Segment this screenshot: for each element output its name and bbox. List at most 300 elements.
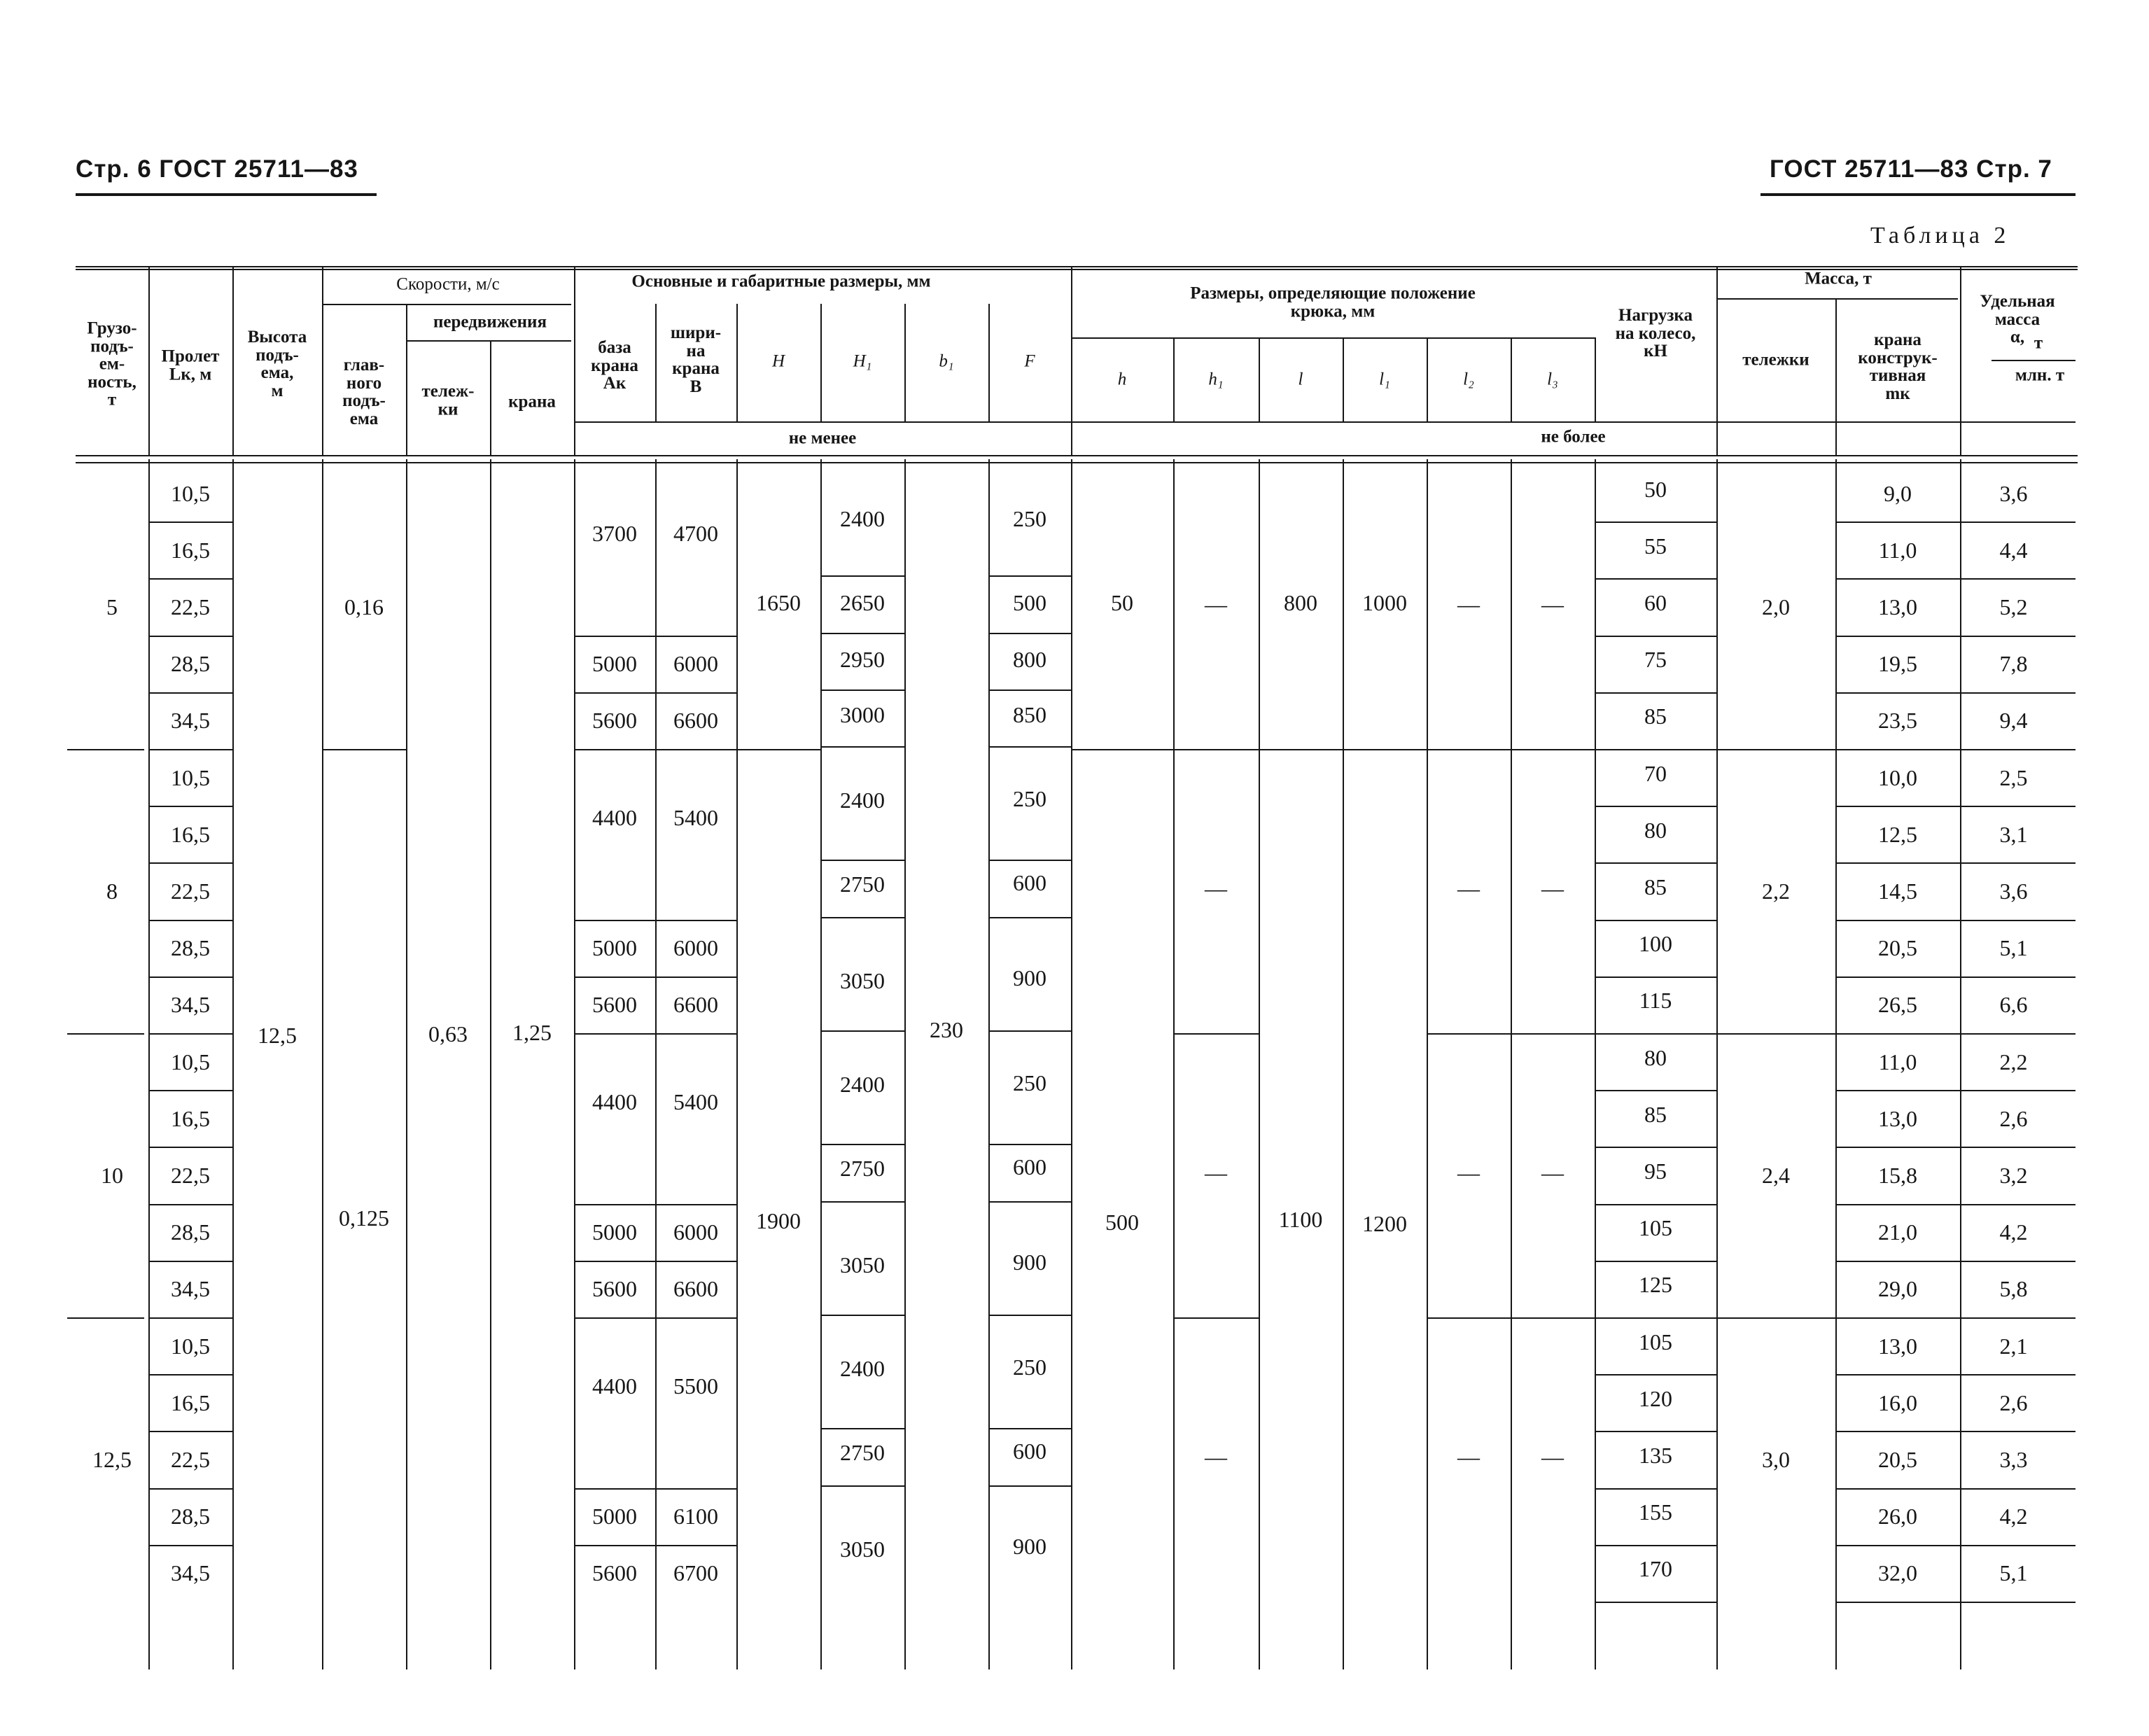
base-value: 5600 (592, 708, 637, 734)
H-value: 1900 (756, 1208, 801, 1234)
mass-row-rule (1835, 1147, 2076, 1148)
body-col-rule (1427, 459, 1428, 1670)
l2-dash: — (1457, 592, 1480, 617)
wheel-load-value: 105 (1639, 1215, 1672, 1241)
H1-row-rule (820, 917, 904, 918)
H1-value: 2950 (840, 647, 885, 673)
span-value: 28,5 (171, 1504, 210, 1530)
base-value: 5600 (592, 1276, 637, 1302)
specific-mass-value: 6,6 (1999, 992, 2028, 1018)
specific-mass-value: 3,6 (1999, 878, 2028, 904)
base-width-row-rule (574, 749, 736, 750)
wheel-row-rule (1595, 692, 1716, 694)
span-row-rule (148, 1147, 232, 1148)
h1-group-rule (1173, 749, 1259, 750)
H1-value: 3050 (840, 1536, 885, 1562)
hook-rule (1071, 337, 1595, 339)
wheel-load-value: 100 (1639, 931, 1672, 957)
mass-row-rule (1835, 692, 2076, 694)
table-top-rule-2 (76, 269, 2078, 270)
h1-dash: — (1205, 1444, 1227, 1469)
header-bottom-rule-2 (76, 462, 2078, 463)
l3-dash: — (1541, 1160, 1564, 1185)
header-l: l (1298, 370, 1303, 389)
wheel-row-rule (1595, 1261, 1716, 1262)
header-col-rule (1960, 266, 1961, 455)
header-col-rule (574, 266, 575, 455)
width-value: 6000 (673, 651, 718, 677)
header-specific-num: т (2033, 333, 2043, 353)
crane-mass-value: 16,0 (1878, 1390, 1917, 1415)
specific-mass-value: 5,2 (1999, 594, 2028, 620)
header-col-rule (820, 304, 822, 421)
header-span: Пролет Lк, м (161, 346, 220, 384)
header-bottom-rule (76, 455, 2078, 456)
specific-mass-value: 4,4 (1999, 537, 2028, 563)
specific-mass-value: 3,1 (1999, 821, 2028, 847)
base-width-row-rule (574, 1261, 736, 1262)
F-value: 250 (1013, 1354, 1046, 1380)
wheel-load-value: 135 (1639, 1443, 1672, 1468)
H1-value: 2400 (840, 1072, 885, 1098)
wheel-row-rule (1595, 749, 1716, 750)
mass-row-rule (1835, 522, 2076, 523)
base-value: 5600 (592, 1560, 637, 1586)
span-value: 10,5 (171, 1049, 210, 1074)
header-specific-mass: Удельная масса α, (1980, 291, 2055, 346)
F-row-rule (988, 746, 1071, 748)
header-col-rule (148, 266, 150, 455)
header-not-less: не менее (788, 428, 857, 448)
l3-dash: — (1541, 592, 1564, 617)
span-value: 34,5 (171, 708, 210, 734)
H1-row-rule (820, 746, 904, 748)
crane-mass-value: 12,5 (1878, 821, 1917, 847)
body-col-rule (820, 459, 822, 1670)
header-col-rule (1716, 266, 1718, 455)
wheel-row-rule (1595, 578, 1716, 580)
header-col-rule (1427, 337, 1428, 421)
width-value: 6600 (673, 708, 718, 734)
base-width-row-rule (574, 1204, 736, 1205)
H-group-rule (736, 749, 820, 750)
specific-mass-value: 2,6 (1999, 1390, 2028, 1415)
span-value: 16,5 (171, 1390, 210, 1415)
wheel-row-rule (1595, 1488, 1716, 1490)
wheel-row-rule (1595, 522, 1716, 523)
crane-mass-value: 23,5 (1878, 708, 1917, 734)
width-value: 6700 (673, 1560, 718, 1586)
H1-row-rule (820, 1428, 904, 1429)
wheel-row-rule (1595, 636, 1716, 637)
h1-dash: — (1205, 592, 1227, 617)
header-mass-crane: крана конструк- тивная mк (1858, 330, 1938, 403)
body-col-rule (736, 459, 738, 1670)
header-col-rule (655, 304, 657, 421)
F-value: 900 (1013, 1533, 1046, 1559)
span-row-rule (148, 920, 232, 921)
specific-mass-value: 2,6 (1999, 1105, 2028, 1131)
specific-mass-value: 4,2 (1999, 1504, 2028, 1530)
trolley-mass-value: 2,4 (1762, 1163, 1790, 1188)
H1-row-rule (820, 1485, 904, 1487)
wheel-load-value: 125 (1639, 1272, 1672, 1298)
wheel-load-value: 70 (1644, 760, 1667, 786)
crane-mass-value: 19,5 (1878, 651, 1917, 677)
span-row-rule (148, 1374, 232, 1376)
F-row-rule (988, 1485, 1071, 1487)
specific-mass-value: 2,2 (1999, 1049, 2028, 1074)
wheel-load-value: 60 (1644, 590, 1667, 615)
lift-speed-group-rule (322, 749, 406, 750)
base-width-row-rule (574, 920, 736, 921)
capacity-group-rule (67, 1033, 144, 1035)
h-value: 500 (1105, 1210, 1139, 1236)
header-F: F (1024, 351, 1035, 371)
specific-mass-value: 3,2 (1999, 1163, 2028, 1188)
l-value: 800 (1284, 590, 1317, 615)
width-value: 6100 (673, 1504, 718, 1530)
span-row-rule (148, 1204, 232, 1205)
F-row-rule (988, 1428, 1071, 1429)
body-col-rule (1173, 459, 1175, 1670)
F-value: 250 (1013, 506, 1046, 532)
crane-mass-value: 9,0 (1884, 480, 1912, 506)
wheel-load-value: 155 (1639, 1499, 1672, 1525)
trolley-speed-value: 0,63 (428, 1021, 468, 1046)
l1-value: 1200 (1362, 1211, 1407, 1237)
h1-dash: — (1205, 876, 1227, 901)
mass-row-rule (1835, 1204, 2076, 1205)
body-col-rule (490, 459, 491, 1670)
span-value: 34,5 (171, 992, 210, 1018)
width-value: 4700 (673, 520, 718, 546)
F-row-rule (988, 917, 1071, 918)
mass-row-rule (1835, 1545, 2076, 1546)
base-width-row-rule (574, 1545, 736, 1546)
F-value: 850 (1013, 702, 1046, 728)
mass-row-rule (1835, 578, 2076, 580)
F-row-rule (988, 1030, 1071, 1032)
wheel-load-value: 75 (1644, 647, 1667, 673)
span-value: 28,5 (171, 935, 210, 961)
header-travel: передвижения (433, 312, 547, 332)
header-left-rule (76, 193, 377, 196)
wheel-row-rule (1595, 1090, 1716, 1091)
header-dimensions: Основные и габаритные размеры, мм (631, 272, 931, 291)
main-lift-speed-value: 0,125 (339, 1205, 389, 1231)
H1-value: 2750 (840, 1156, 885, 1181)
page-header-left: Стр. 6 ГОСТ 25711—83 (76, 155, 358, 183)
l-l1-group-rule (1259, 749, 1427, 750)
header-H: H (771, 351, 785, 371)
H1-value: 3050 (840, 1252, 885, 1278)
wheel-row-rule (1595, 1602, 1716, 1603)
mass-row-rule (1835, 920, 2076, 921)
wheel-row-rule (1595, 1545, 1716, 1546)
F-value: 900 (1013, 965, 1046, 990)
header-col-rule (1173, 337, 1175, 421)
capacity-value: 5 (106, 594, 118, 620)
header-col-rule (232, 266, 234, 455)
H1-row-rule (820, 860, 904, 861)
H1-value: 2400 (840, 1356, 885, 1382)
wheel-load-value: 115 (1639, 988, 1672, 1014)
span-value: 28,5 (171, 651, 210, 677)
l1-value: 1000 (1362, 590, 1407, 615)
crane-mass-value: 10,0 (1878, 764, 1917, 790)
wheel-load-value: 55 (1644, 533, 1667, 559)
mass-row-rule (1835, 1033, 2076, 1035)
trolley-mass-value: 2,2 (1762, 878, 1790, 904)
body-col-rule (406, 459, 407, 1670)
header-col-rule (322, 266, 323, 455)
specific-mass-value: 5,8 (1999, 1276, 2028, 1302)
base-value: 5000 (592, 651, 637, 677)
crane-mass-value: 11,0 (1878, 1049, 1917, 1074)
base-value: 5000 (592, 935, 637, 961)
header-b1: b₁ (939, 351, 954, 371)
header-col-rule (736, 304, 738, 421)
base-width-row-rule (574, 1033, 736, 1035)
l2-l3-group-rule (1427, 1317, 1595, 1319)
capacity-value: 12,5 (92, 1447, 132, 1472)
header-l1: l₁ (1379, 370, 1390, 389)
header-main-lift: глав- ного подъ- ема (342, 356, 386, 428)
F-row-rule (988, 633, 1071, 634)
width-value: 6000 (673, 935, 718, 961)
header-H1: H₁ (853, 351, 872, 371)
wheel-row-rule (1595, 976, 1716, 978)
body-col-rule (232, 459, 234, 1670)
body-col-rule (904, 459, 906, 1670)
F-row-rule (988, 1144, 1071, 1145)
capacity-group-rule (67, 749, 144, 750)
body-col-rule (1511, 459, 1512, 1670)
specific-mass-value: 5,1 (1999, 935, 2028, 961)
wheel-load-value: 80 (1644, 1044, 1667, 1070)
wheel-load-value: 85 (1644, 1101, 1667, 1127)
crane-mass-value: 26,0 (1878, 1504, 1917, 1530)
wheel-row-rule (1595, 1147, 1716, 1148)
mass-row-rule (1835, 1488, 2076, 1490)
H1-value: 2650 (840, 590, 885, 615)
H1-row-rule (820, 1144, 904, 1145)
header-col-rule (1071, 266, 1072, 455)
header-col-rule (1511, 337, 1512, 421)
span-value: 22,5 (171, 1163, 210, 1188)
mass-row-rule (1835, 1374, 2076, 1376)
header-mass: Масса, т (1805, 269, 1872, 288)
header-not-more: не более (1541, 427, 1606, 447)
body-col-rule (1343, 459, 1344, 1670)
base-value: 4400 (592, 804, 637, 830)
header-col-rule (1595, 337, 1596, 421)
header-speeds: Скорости, м/с (396, 274, 500, 294)
F-value: 800 (1013, 647, 1046, 673)
H1-value: 3000 (840, 702, 885, 728)
specific-mass-value: 2,5 (1999, 764, 2028, 790)
l3-dash: — (1541, 876, 1564, 901)
header-col-rule (988, 304, 990, 421)
crane-mass-value: 29,0 (1878, 1276, 1917, 1302)
width-value: 6000 (673, 1219, 718, 1245)
span-value: 22,5 (171, 1447, 210, 1472)
base-value: 4400 (592, 1088, 637, 1114)
body-col-rule (1071, 459, 1072, 1670)
H1-value: 2750 (840, 872, 885, 897)
header-h: h (1117, 370, 1127, 389)
crane-mass-value: 14,5 (1878, 878, 1917, 904)
crane-speed-value: 1,25 (512, 1019, 552, 1045)
mass-row-rule (1835, 1261, 2076, 1262)
wheel-load-value: 170 (1639, 1556, 1672, 1582)
body-col-rule (1259, 459, 1260, 1670)
header-l2: l₂ (1463, 370, 1474, 389)
F-row-rule (988, 690, 1071, 691)
span-value: 34,5 (171, 1560, 210, 1586)
span-value: 10,5 (171, 480, 210, 506)
span-row-rule (148, 1488, 232, 1490)
specific-mass-value: 3,3 (1999, 1447, 2028, 1472)
specific-mass-value: 7,8 (1999, 651, 2028, 677)
span-value: 22,5 (171, 594, 210, 620)
width-value: 5400 (673, 1088, 718, 1114)
header-l3: l₃ (1547, 370, 1558, 389)
h1-group-rule (1173, 1033, 1259, 1035)
F-value: 600 (1013, 870, 1046, 895)
wheel-row-rule (1595, 1374, 1716, 1376)
base-value: 5600 (592, 992, 637, 1018)
header-specific-den: млн. т (2015, 365, 2065, 385)
span-value: 10,5 (171, 1333, 210, 1359)
wheel-load-value: 105 (1639, 1329, 1672, 1354)
span-row-rule (148, 1033, 232, 1035)
crane-mass-value: 13,0 (1878, 1333, 1917, 1359)
H1-row-rule (820, 690, 904, 691)
base-width-row-rule (574, 1488, 736, 1490)
capacity-group-rule (67, 1317, 144, 1319)
F-row-rule (988, 1201, 1071, 1203)
span-row-rule (148, 692, 232, 694)
base-width-row-rule (574, 636, 736, 637)
crane-mass-value: 11,0 (1878, 537, 1917, 563)
header-col-rule (490, 340, 491, 455)
l2-dash: — (1457, 876, 1480, 901)
crane-mass-value: 20,5 (1878, 1447, 1917, 1472)
h-value: 50 (1111, 590, 1133, 615)
l2-l3-group-rule (1427, 749, 1595, 750)
wheel-row-rule (1595, 862, 1716, 864)
specific-mass-value: 2,1 (1999, 1333, 2028, 1359)
span-row-rule (148, 1431, 232, 1432)
body-col-rule (322, 459, 323, 1670)
wheel-row-rule (1595, 1317, 1716, 1319)
F-value: 250 (1013, 786, 1046, 812)
header-width: шири- на крана B (670, 323, 722, 396)
header-capacity: Грузо- подъ- ем- ность, т (87, 318, 137, 410)
span-row-rule (148, 1317, 232, 1319)
crane-mass-value: 15,8 (1878, 1163, 1917, 1188)
span-value: 16,5 (171, 1105, 210, 1131)
main-lift-speed-value: 0,16 (344, 594, 384, 620)
mass-row-rule (1835, 1090, 2076, 1091)
span-row-rule (148, 1261, 232, 1262)
span-row-rule (148, 749, 232, 750)
h1-group-rule (1173, 1317, 1259, 1319)
width-value: 5500 (673, 1373, 718, 1399)
base-value: 3700 (592, 520, 637, 546)
header-trolley-speed: тележ- ки (421, 382, 475, 419)
base-width-row-rule (574, 1317, 736, 1319)
crane-mass-value: 26,5 (1878, 992, 1917, 1018)
b1-value: 230 (930, 1016, 963, 1042)
F-row-rule (988, 575, 1071, 577)
lift-height-value: 12,5 (258, 1022, 297, 1048)
F-row-rule (988, 860, 1071, 861)
base-width-row-rule (574, 692, 736, 694)
h1-dash: — (1205, 1160, 1227, 1185)
table-caption: Таблица 2 (1870, 223, 2010, 248)
H1-value: 2400 (840, 788, 885, 813)
specific-frac-rule (1991, 360, 2076, 361)
F-value: 600 (1013, 1438, 1046, 1464)
header-crane-speed: крана (508, 392, 556, 412)
H1-value: 2750 (840, 1440, 885, 1465)
base-value: 5000 (592, 1504, 637, 1530)
h-group-rule (1071, 749, 1173, 750)
wheel-load-value: 50 (1644, 476, 1667, 502)
span-row-rule (148, 806, 232, 807)
crane-mass-value: 21,0 (1878, 1219, 1917, 1245)
width-value: 6600 (673, 1276, 718, 1302)
capacity-value: 8 (106, 878, 118, 904)
header-hook-dims: Размеры, определяющие положение крюка, мм (1190, 284, 1476, 321)
F-value: 500 (1013, 590, 1046, 615)
base-value: 5000 (592, 1219, 637, 1245)
span-row-rule (148, 862, 232, 864)
H1-row-rule (820, 1315, 904, 1316)
width-value: 5400 (673, 804, 718, 830)
l2-l3-group-rule (1427, 1033, 1595, 1035)
wheel-row-rule (1595, 1431, 1716, 1432)
l2-dash: — (1457, 1444, 1480, 1469)
span-value: 28,5 (171, 1219, 210, 1245)
wheel-load-value: 120 (1639, 1385, 1672, 1411)
header-right-rule (1760, 193, 2076, 196)
mass-row-rule (1835, 862, 2076, 864)
not-more-rule (1071, 421, 2076, 423)
span-value: 10,5 (171, 764, 210, 790)
header-col-rule (1259, 337, 1260, 421)
page-header-right: ГОСТ 25711—83 Стр. 7 (1770, 155, 2052, 183)
wheel-load-value: 80 (1644, 817, 1667, 843)
specific-mass-value: 4,2 (1999, 1219, 2028, 1245)
span-value: 22,5 (171, 878, 210, 904)
H1-row-rule (820, 1030, 904, 1032)
mass-row-rule (1835, 1602, 2076, 1603)
F-value: 250 (1013, 1070, 1046, 1096)
H1-value: 2400 (840, 506, 885, 532)
table-top-rule (76, 266, 2078, 267)
trolley-mass-group-rule (1716, 749, 1835, 750)
l2-dash: — (1457, 1160, 1480, 1185)
header-wheel-load: Нагрузка на колесо, кН (1615, 305, 1696, 360)
H1-row-rule (820, 633, 904, 634)
not-less-rule (574, 421, 1071, 423)
crane-mass-value: 32,0 (1878, 1560, 1917, 1586)
crane-mass-value: 20,5 (1878, 935, 1917, 961)
